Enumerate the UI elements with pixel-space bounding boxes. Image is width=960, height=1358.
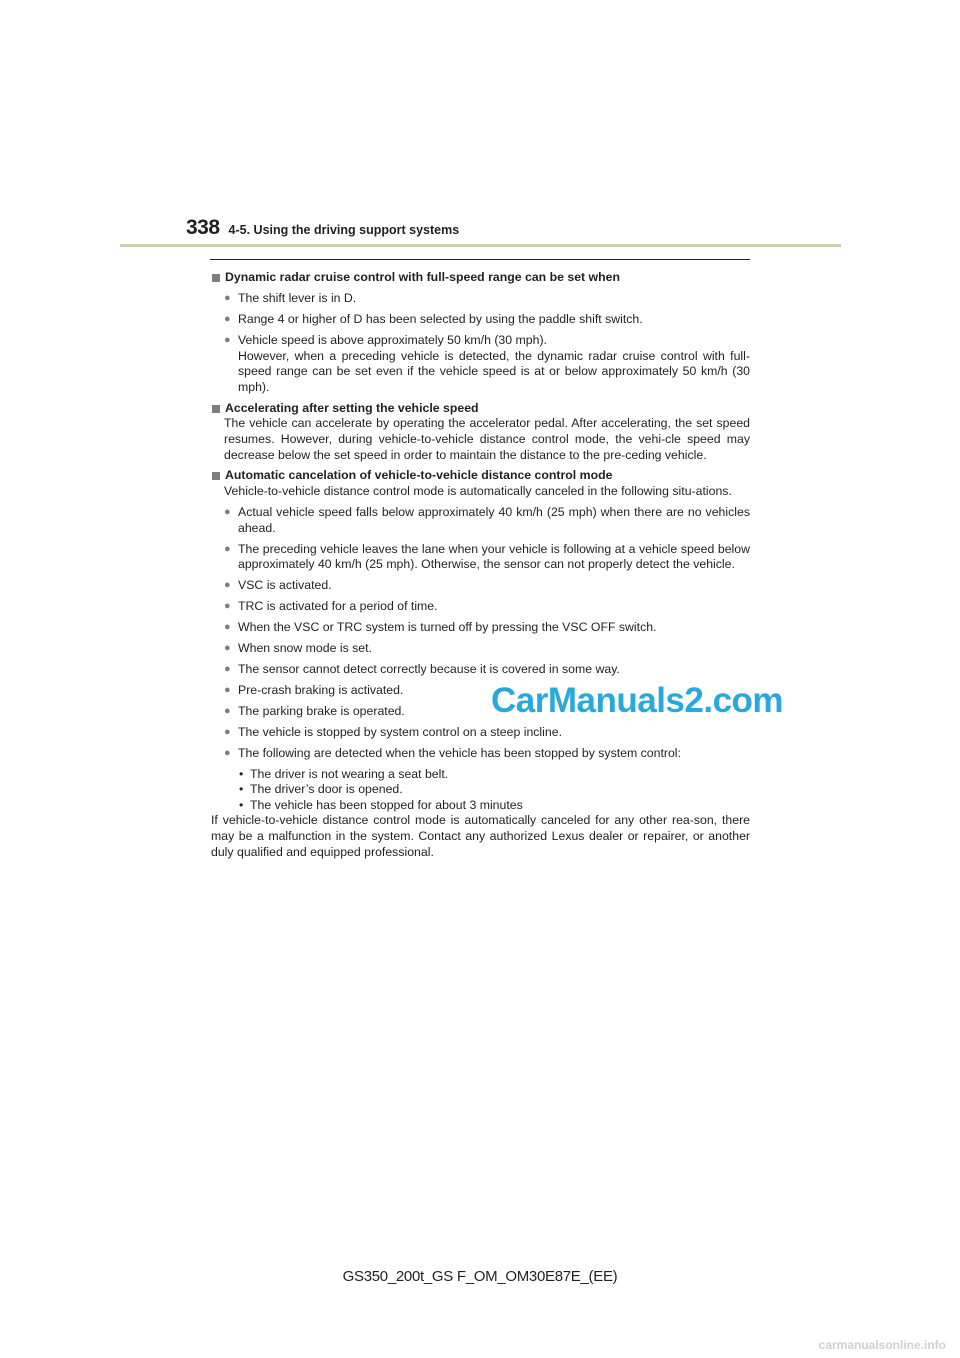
bullet-dot-icon: ● — [224, 684, 231, 697]
heading-text: Automatic cancelation of vehicle-to-vehicle distance control mode — [225, 468, 613, 483]
section-automatic-cancelation — [211, 468, 750, 860]
closing-note: If vehicle-to-vehicle distance control mode is automatically canceled for any other rea-son, there may be a malfunction in the system. Contact any authorized Lexus dealer or repairer, or another duly qualified and equipped professional. — [211, 813, 750, 859]
section-full-speed-conditions — [211, 270, 750, 395]
header-divider — [120, 244, 841, 247]
list-item: ● The sensor cannot detect correctly because it is covered in some way. — [224, 662, 620, 677]
list-item: ● VSC is activated. — [224, 578, 332, 593]
bullet-dot-icon: ● — [224, 747, 231, 760]
bullet-dot-icon: ● — [224, 312, 231, 325]
list-item: ● The vehicle is stopped by system control on a steep incline. — [224, 725, 562, 740]
bullet-dot-icon: ● — [224, 705, 231, 718]
bullet-dot-icon: ● — [224, 663, 231, 676]
section-accelerating — [211, 401, 750, 463]
list-item: ● The following are detected when the vehicle has been stopped by system control: — [224, 746, 681, 761]
page-header — [186, 216, 459, 240]
list-item: ● The shift lever is in D. — [224, 290, 357, 305]
sub-bullet-icon: • — [239, 797, 244, 812]
list-item: ● Range 4 or higher of D has been selected by using the paddle shift switch. — [224, 311, 643, 326]
bullet-dot-icon: ● — [224, 726, 231, 739]
sub-list-item: • The vehicle has been stopped for about 3 minutes — [239, 797, 523, 812]
page-content — [211, 270, 750, 866]
list-item: ● When the VSC or TRC system is turned off by pressing the VSC OFF switch. — [224, 620, 657, 635]
list-item: ● TRC is activated for a period of time. — [224, 599, 438, 614]
bullet-dot-icon: ● — [224, 579, 231, 592]
watermark-logo: CarManuals2.com — [491, 681, 784, 720]
page-number: 338 — [186, 216, 220, 239]
heading-text: Accelerating after setting the vehicle speed — [225, 400, 479, 415]
list-item: ● Pre-crash braking is activated. — [224, 683, 404, 698]
section-heading — [211, 270, 750, 286]
list-item: ● The parking brake is operated. — [224, 704, 405, 719]
square-bullet-icon — [212, 405, 220, 413]
heading-text: Dynamic radar cruise control with full-speed range can be set when — [225, 270, 620, 284]
sub-list-item: • The driver is not wearing a seat belt. — [239, 766, 449, 781]
list-item: ● Vehicle speed is above approximately 50 km/h (30 mph). However, when a preceding vehicle is detected, the dynamic radar cruise control with full-speed range can be set even if the vehicle speed is at or below approximately 50 km/h (30 mph). — [224, 332, 750, 394]
list-item: ● When snow mode is set. — [224, 641, 372, 656]
list-item: ● Actual vehicle speed falls below approximately 40 km/h (25 mph) when there are no vehicles ahead. — [224, 505, 750, 535]
site-watermark: carmanualsonline.info — [818, 1338, 946, 1352]
sub-list-item: • The driver’s door is opened. — [239, 782, 403, 797]
section-paragraph: The vehicle can accelerate by operating the accelerator pedal. After accelerating, the set speed resumes. However, during vehicle-to-vehicle distance control mode, the vehi-cle speed may decrease below the set speed in order to maintain the distance to the pre-ceding vehicle. — [224, 416, 750, 462]
document-code: GS350_200t_GS F_OM_OM30E87E_(EE) — [342, 1268, 618, 1285]
bullet-dot-icon: ● — [224, 642, 231, 655]
bullet-dot-icon: ● — [224, 621, 231, 634]
bullet-dot-icon: ● — [224, 291, 231, 304]
list-item: ● The preceding vehicle leaves the lane when your vehicle is following at a vehicle speed below approximately 40 km/h (25 mph). Otherwise, the sensor can not properly detect the vehicle. — [224, 541, 750, 572]
square-bullet-icon — [212, 274, 220, 282]
section-heading — [211, 401, 750, 417]
bullet-dot-icon: ● — [224, 506, 231, 519]
section-paragraph: Vehicle-to-vehicle distance control mode is automatically canceled in the following situ-ations. — [224, 484, 732, 499]
section-heading — [211, 468, 750, 484]
bullet-dot-icon: ● — [224, 333, 231, 346]
sub-bullet-icon: • — [239, 766, 244, 781]
square-bullet-icon — [212, 472, 220, 480]
sub-bullet-icon: • — [239, 782, 244, 797]
content-divider — [210, 259, 750, 260]
section-title: 4-5. Using the driving support systems — [228, 223, 460, 237]
bullet-dot-icon: ● — [224, 600, 231, 613]
bullet-dot-icon: ● — [224, 542, 231, 555]
